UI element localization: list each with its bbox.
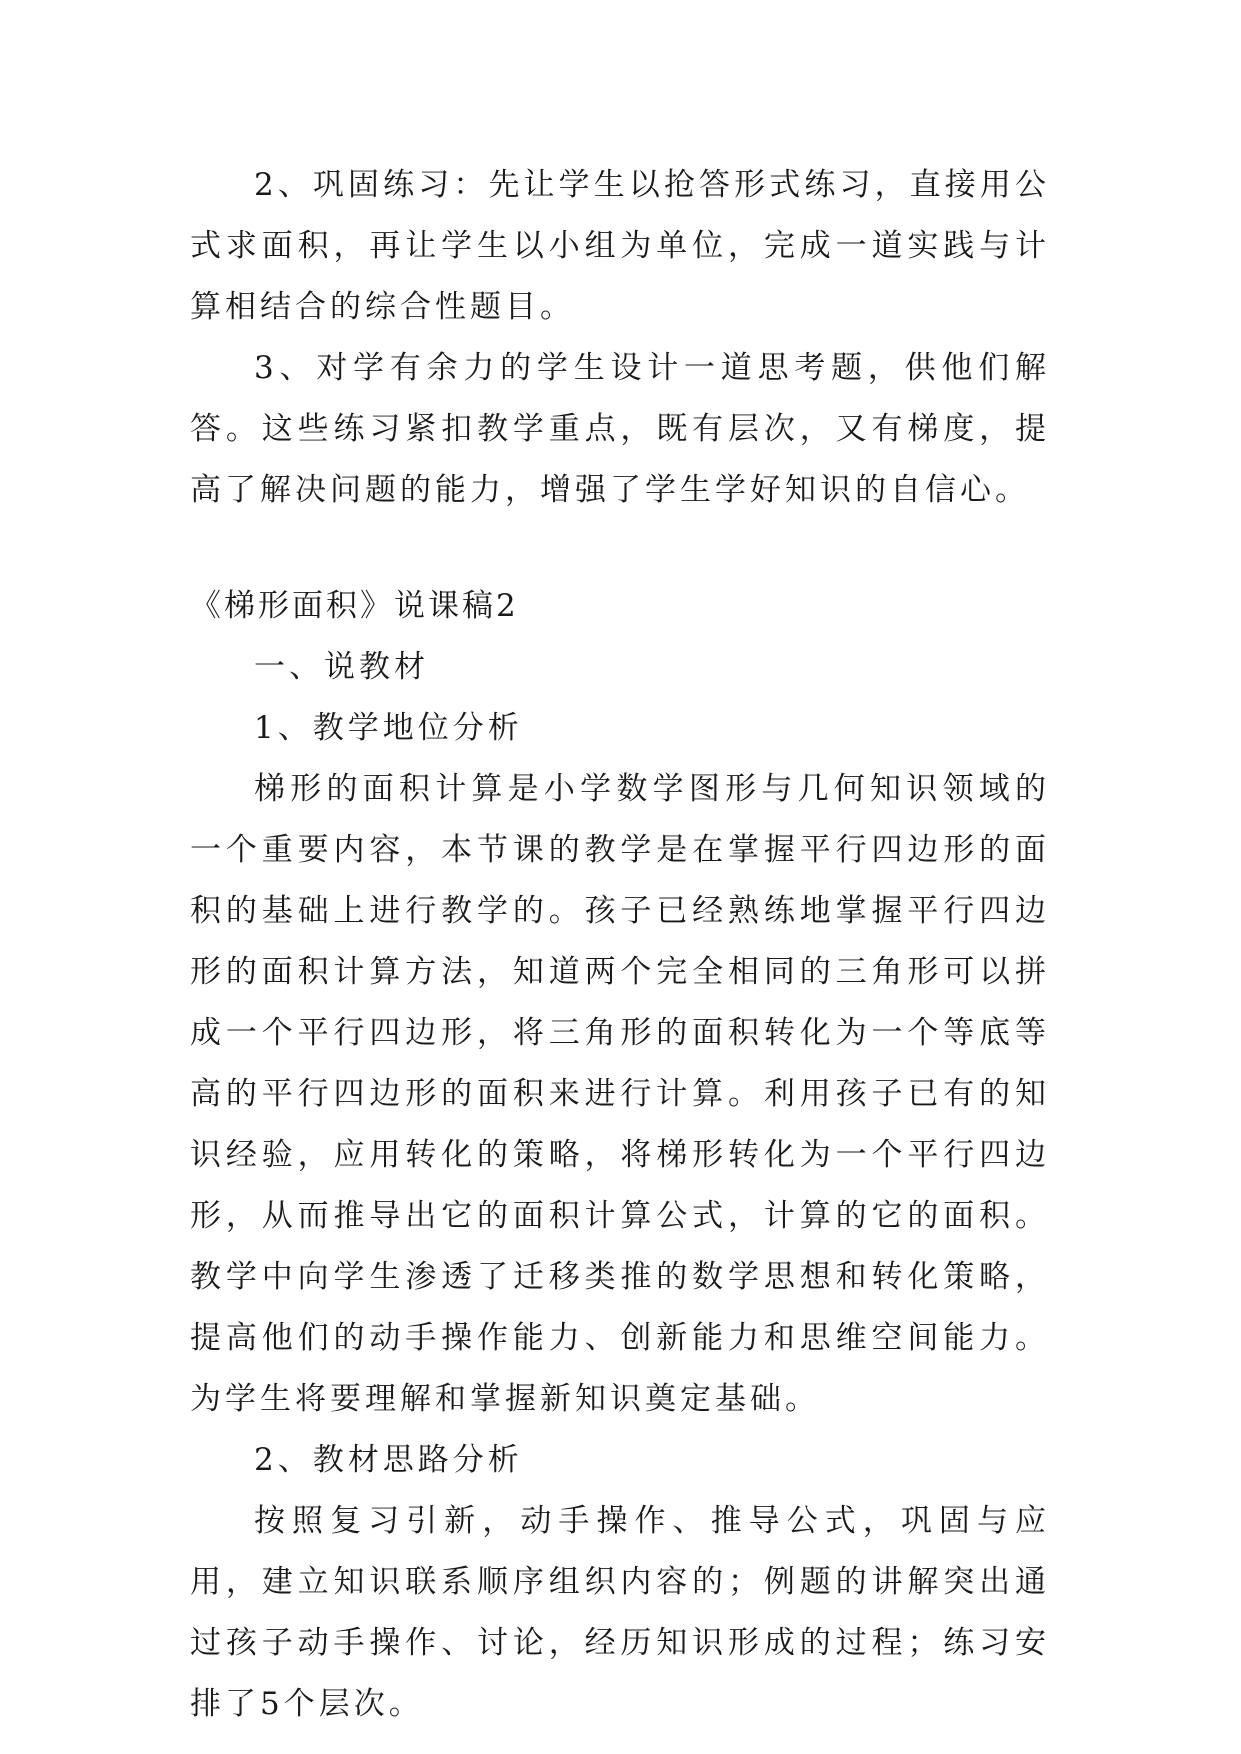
paragraph-practice-3: 3、对学有余力的学生设计一道思考题，供他们解答。这些练习紧扣教学重点，既有层次，又有梯度，提高了解决问题的能力，增强了学生学好知识的自信心。 — [190, 350, 1050, 508]
document-page — [190, 155, 1050, 1735]
heading-teaching-position: 1、教学地位分析 — [254, 710, 523, 746]
section-spacer — [190, 521, 1050, 576]
heading-textbook-approach: 2、教材思路分析 — [254, 1442, 523, 1478]
paragraph-textbook-approach: 按照复习引新，动手操作、推导公式，巩固与应用，建立知识联系顺序组织内容的；例题的讲解突出通过孩子动手操作、讨论，经历知识形成的过程；练习安排了5个层次。 — [190, 1503, 1050, 1722]
heading-textbook: 一、说教材 — [254, 649, 429, 685]
paragraph-teaching-position: 梯形的面积计算是小学数学图形与几何知识领域的一个重要内容，本节课的教学是在掌握平行四边形的面积的基础上进行教学的。孩子已经熟练地掌握平行四边形的面积计算方法，知道两个完全相同的三角形可以拼成一个平行四边形，将三角形的面积转化为一个等底等高的平行四边形的面积来进行计算。利用孩子已有的知识经验，应用转化的策略，将梯形转化为一个平行四边形，从而推导出它的面积计算公式，计算的它的面积。教学中向学生渗透了迁移类推的数学思想和转化策略，提高他们的动手操作能力、创新能力和思维空间能力。为学生将要理解和掌握新知识奠定基础。 — [190, 771, 1050, 1417]
paragraph-practice-2: 2、巩固练习：先让学生以抢答形式练习，直接用公式求面积，再让学生以小组为单位，完成一道实践与计算相结合的综合性题目。 — [190, 167, 1050, 325]
section-title: 《梯形面积》说课稿2 — [190, 588, 519, 624]
